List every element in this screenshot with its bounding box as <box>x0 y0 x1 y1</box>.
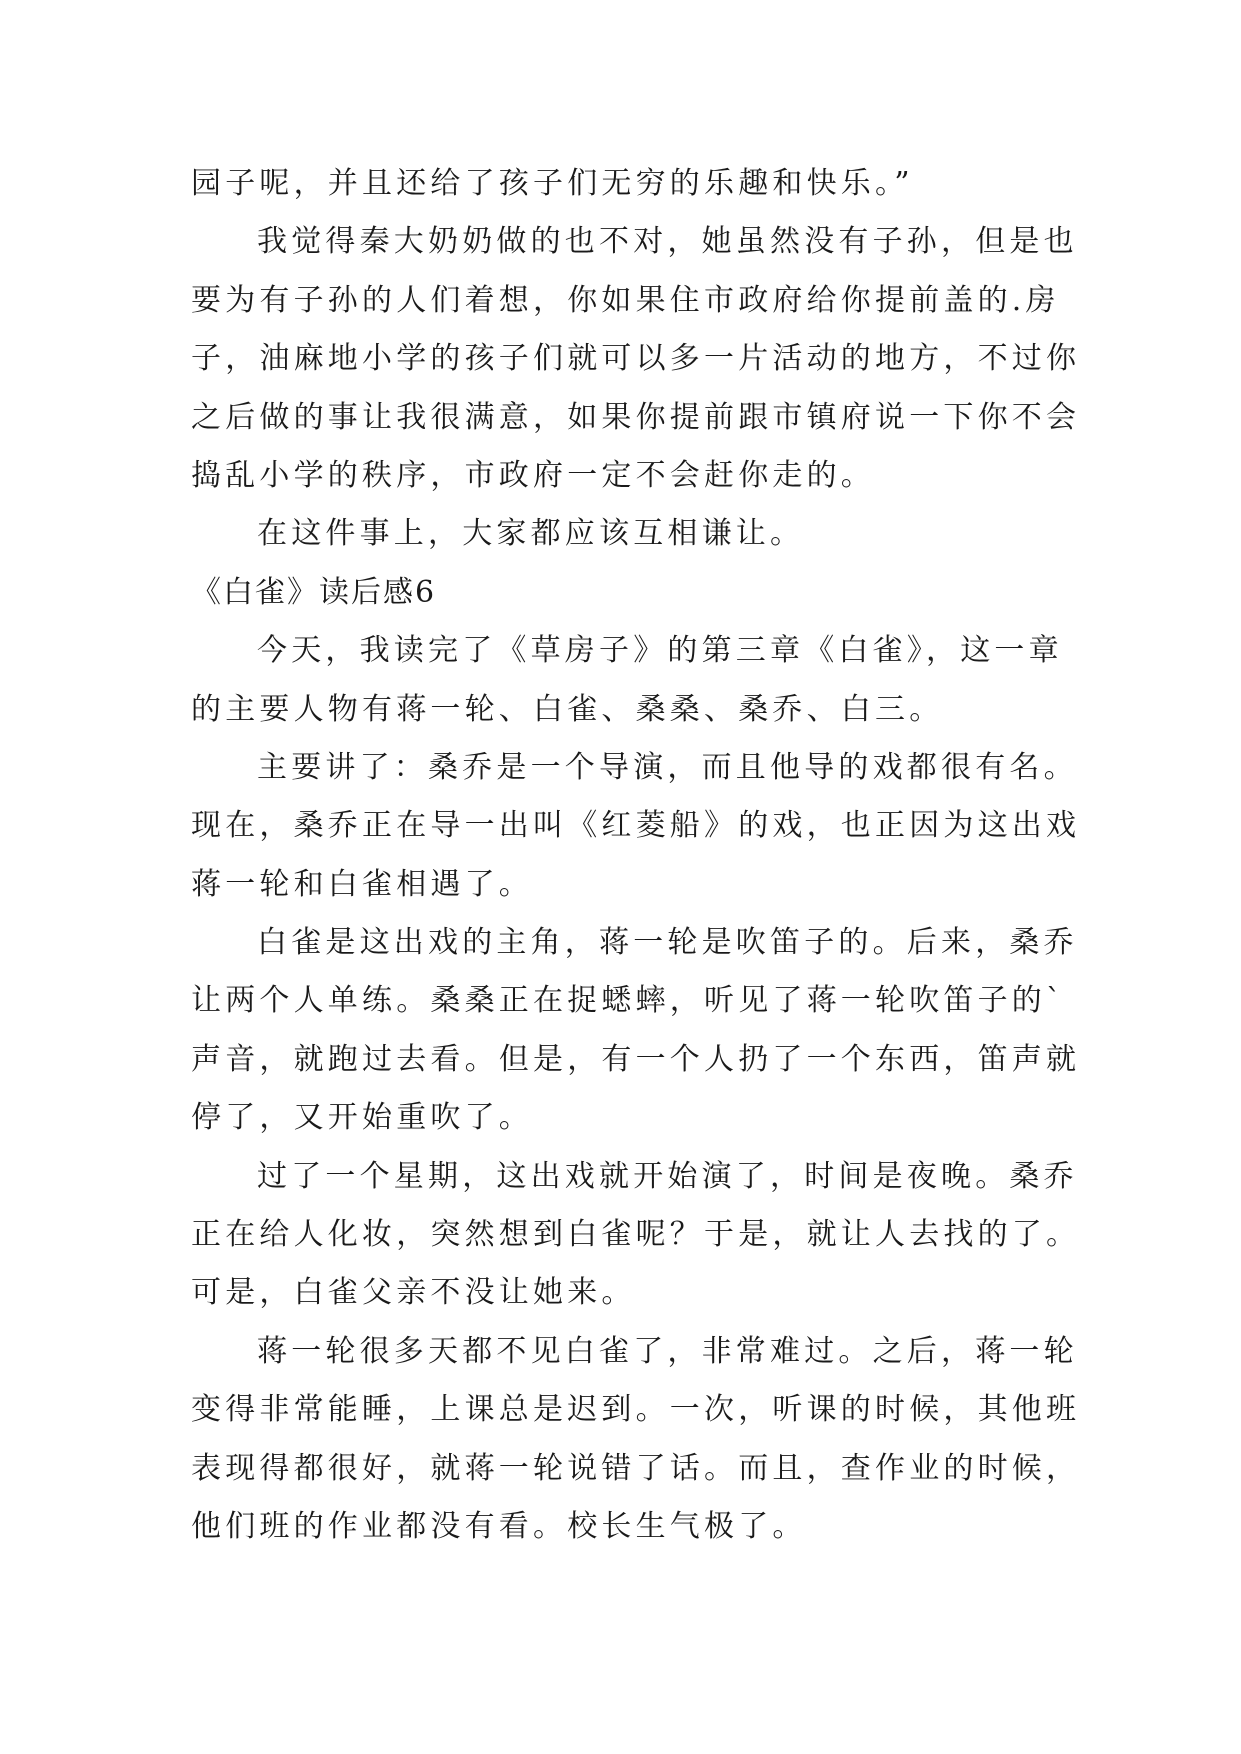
text-line: 捣乱小学的秩序，市政府一定不会赶你走的。 <box>191 457 875 493</box>
text-line: 园子呢，并且还给了孩子们无穷的乐趣和快乐。” <box>191 166 914 201</box>
text-line: 声音，就跑过去看。但是，有一个人扔了一个东西，笛声就 <box>191 1041 1081 1077</box>
text-line: 在这件事上，大家都应该互相谦让。 <box>257 516 805 552</box>
text-line: 白雀是这出戏的主角，蒋一轮是吹笛子的。后来，桑乔 <box>257 925 1078 961</box>
text-line: 表现得都很好，就蒋一轮说错了话。而且，查作业的时候， <box>191 1450 1081 1486</box>
text-line: 变得非常能睡，上课总是迟到。一次，听课的时候，其他班 <box>191 1392 1081 1428</box>
text-line: 正在给人化妆，突然想到白雀呢？于是，就让人去找的了。 <box>191 1217 1081 1253</box>
text-line: 主要讲了：桑乔是一个导演，而且他导的戏都很有名。 <box>257 749 1078 785</box>
text-line: 现在，桑乔正在导一出叫《红菱船》的戏，也正因为这出戏 <box>191 808 1081 844</box>
text-line: 可是，白雀父亲不没让她来。 <box>191 1275 636 1311</box>
text-line: 要为有子孙的人们着想，你如果住市政府给你提前盖的.房 <box>191 282 1060 318</box>
text-line: 停了，又开始重吹了。 <box>191 1100 533 1136</box>
text-line: 过了一个星期，这出戏就开始演了，时间是夜晚。桑乔 <box>257 1158 1078 1194</box>
text-line: 子，油麻地小学的孩子们就可以多一片活动的地方，不过你 <box>191 341 1081 377</box>
text-line: 蒋一轮很多天都不见白雀了，非常难过。之后，蒋一轮 <box>257 1333 1078 1369</box>
document-body <box>191 155 1081 1556</box>
text-line: 让两个人单练。桑桑正在捉蟋蟀，听见了蒋一轮吹笛子的` <box>191 983 1066 1019</box>
text-line: 我觉得秦大奶奶做的也不对，她虽然没有子孙，但是也 <box>257 224 1078 260</box>
text-line: 的主要人物有蒋一轮、白雀、桑桑、桑乔、白三。 <box>191 691 944 727</box>
section-heading: 《白雀》读后感6 <box>191 574 437 610</box>
text-line: 蒋一轮和白雀相遇了。 <box>191 866 533 902</box>
text-line: 之后做的事让我很满意，如果你提前跟市镇府说一下你不会 <box>191 399 1081 435</box>
text-line: 他们班的作业都没有看。校长生气极了。 <box>191 1508 807 1544</box>
text-line: 今天，我读完了《草房子》的第三章《白雀》，这一章 <box>257 633 1063 669</box>
